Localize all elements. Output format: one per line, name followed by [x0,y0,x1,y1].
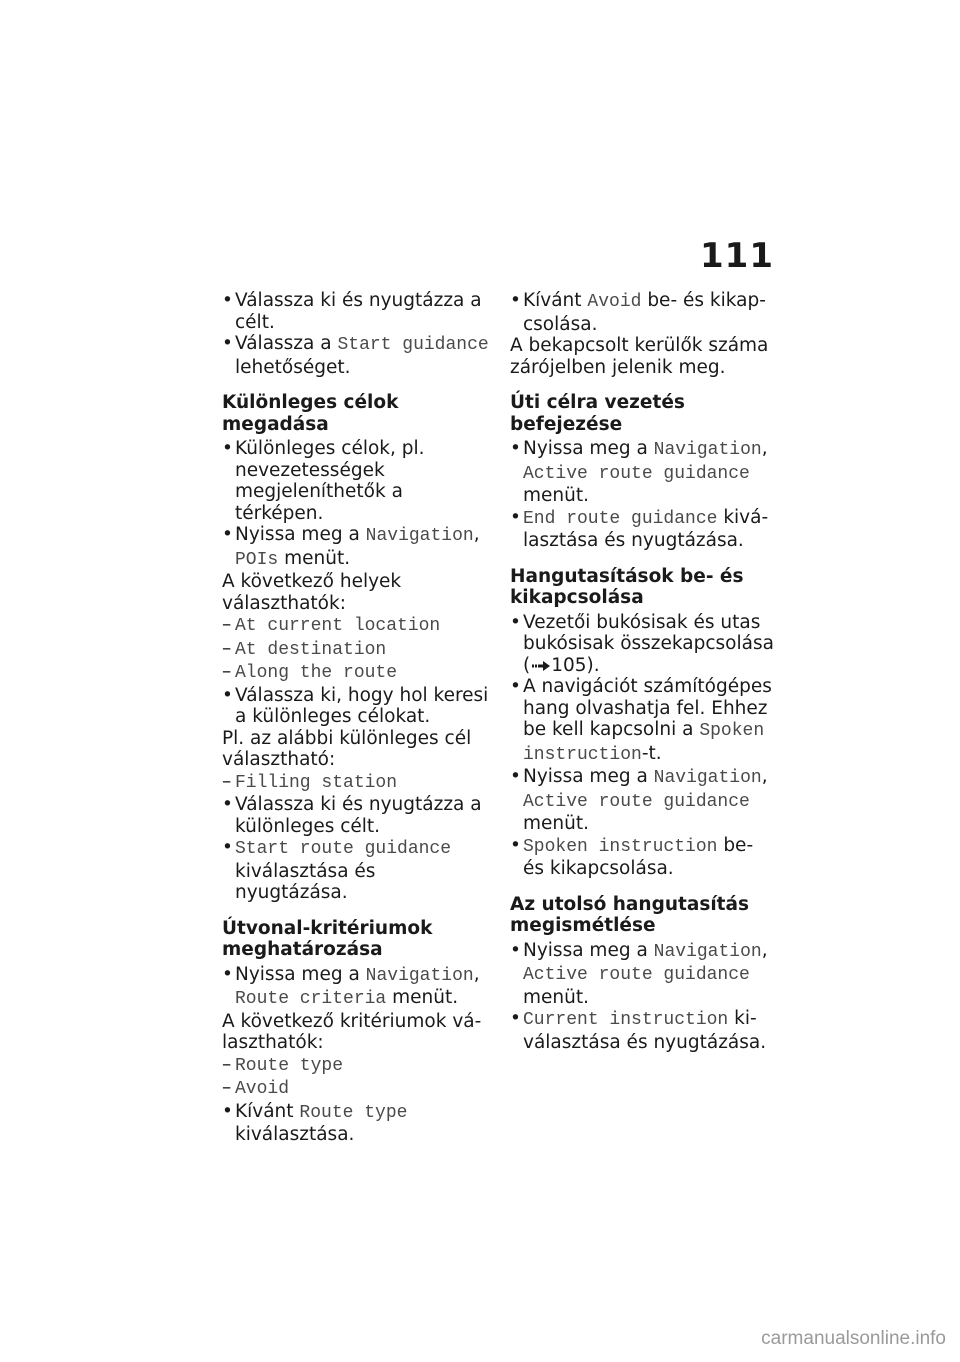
menu-option: Active route guidance [523,791,750,812]
list-item [510,290,778,335]
page-reference: 105 [551,654,587,676]
text: Nyissa meg a [235,524,366,545]
text: menüt. [523,986,589,1008]
list-item [222,333,490,378]
arrow-right-icon [532,661,550,671]
footer-watermark: carmanualsonline.info [761,1328,946,1349]
dash-item [222,661,490,685]
text: be- és kikapcsolása. [523,290,766,335]
right-column [510,290,778,1053]
text: kiválasztása és nyugtázása. [523,506,769,551]
text: , [761,939,768,961]
page-number: 111 [700,236,774,276]
menu-option: Route type [299,1102,408,1123]
text: menüt. [386,987,459,1008]
section-heading: Úti célra vezetés befejezése [510,392,685,435]
text: be- és kikapcsolása. [523,834,754,879]
list-item [222,1101,490,1146]
list-item: • Válassza ki és nyugtázza a célt. [222,290,490,333]
list-item [510,835,778,880]
menu-option: Route criteria [235,989,387,1009]
text: , [473,963,480,985]
text: , [761,438,768,459]
menu-option: Avoid [235,1079,290,1099]
text: A navigációt számítógépes hang olvashatja fel. Ehhez be kell kapcsolni a [523,676,772,740]
text: Válassza a [235,333,338,354]
dash-item [222,1077,490,1101]
text: Nyissa meg a [235,963,366,985]
left-column [222,290,490,1146]
list-item [510,507,778,552]
dash-item [222,614,490,638]
list-item: • Válassza ki, hogy hol keresi a különleges célokat. [222,685,490,728]
menu-option: Active route guidance [523,965,750,985]
paragraph: A bekapcsolt kerülők száma zárójelben jelenik meg. [510,335,769,378]
list-item [510,940,778,1009]
text: Nyissa meg a [523,766,654,787]
menu-option: Navigation [365,526,474,546]
menu-option: At current location [235,616,441,636]
menu-option: Current instruction [523,1010,729,1030]
text: menüt. [523,813,589,834]
text: Kívánt [523,290,588,311]
text: , [473,524,480,545]
menu-option: Navigation [653,768,762,788]
text: lehetőséget. [235,356,351,378]
menu-option: Along the route [235,663,398,683]
text: , [761,766,768,787]
list-item [510,1008,778,1053]
text: Vezetői bukósisak és utas bukósisak összekapcsolása ( [523,611,774,676]
menu-option: Start guidance [337,335,489,355]
dash-item [222,638,490,662]
text: kiválasztása és nyugtázása. [523,1008,767,1053]
text: menüt. [278,547,351,569]
paragraph: A következő helyek választhatók: [222,571,402,614]
dash-item [222,1054,490,1078]
list-item [510,766,778,835]
menu-option: At destination [235,639,387,660]
menu-option: Spoken instruction [523,836,718,857]
menu-option: Navigation [365,965,474,986]
list-item [222,964,490,1011]
section-heading: Különleges célok megadása [222,392,399,435]
paragraph: A következő kritériumok választhatók: [222,1010,482,1053]
list-item: • Különleges célok, pl. nevezetességek megjeleníthetők a térképen. [222,438,490,524]
menu-option: Filling station [235,772,398,793]
list-item [510,438,778,507]
menu-option: Spoken instruction [523,721,765,765]
section-heading: Az utolsó hangutasítás megismétlése [510,893,750,936]
section-heading: Útvonal-kritériumok meghatározása [222,917,433,960]
menu-option: POIs [235,549,279,570]
menu-option: Navigation [653,440,762,460]
text: kiválasztása. [235,1124,355,1145]
text: Nyissa meg a [523,939,654,961]
text: Nyissa meg a [523,438,654,459]
menu-option: Navigation [653,941,762,962]
paragraph: Pl. az alábbi különleges cél választható: [222,727,472,770]
text: Kívánt [235,1100,300,1122]
text: -t. [641,742,662,764]
dash-item [222,771,490,795]
list-item [222,837,490,904]
menu-option: Active route guidance [523,463,750,484]
list-item [510,676,778,766]
menu-option: End route guidance [523,508,718,529]
section-heading: Hangutasítások be- és kikapcsolása [510,565,744,608]
list-item [510,612,778,677]
text: ). [586,654,600,676]
menu-option: Route type [235,1055,344,1076]
list-item [222,524,490,571]
list-item: • Válassza ki és nyugtázza a különleges célt. [222,794,490,837]
menu-option: Avoid [587,292,642,312]
text: menüt. [523,485,589,506]
menu-option: Start route guidance [235,839,452,859]
text: kiválasztása és nyugtázása. [235,860,376,903]
